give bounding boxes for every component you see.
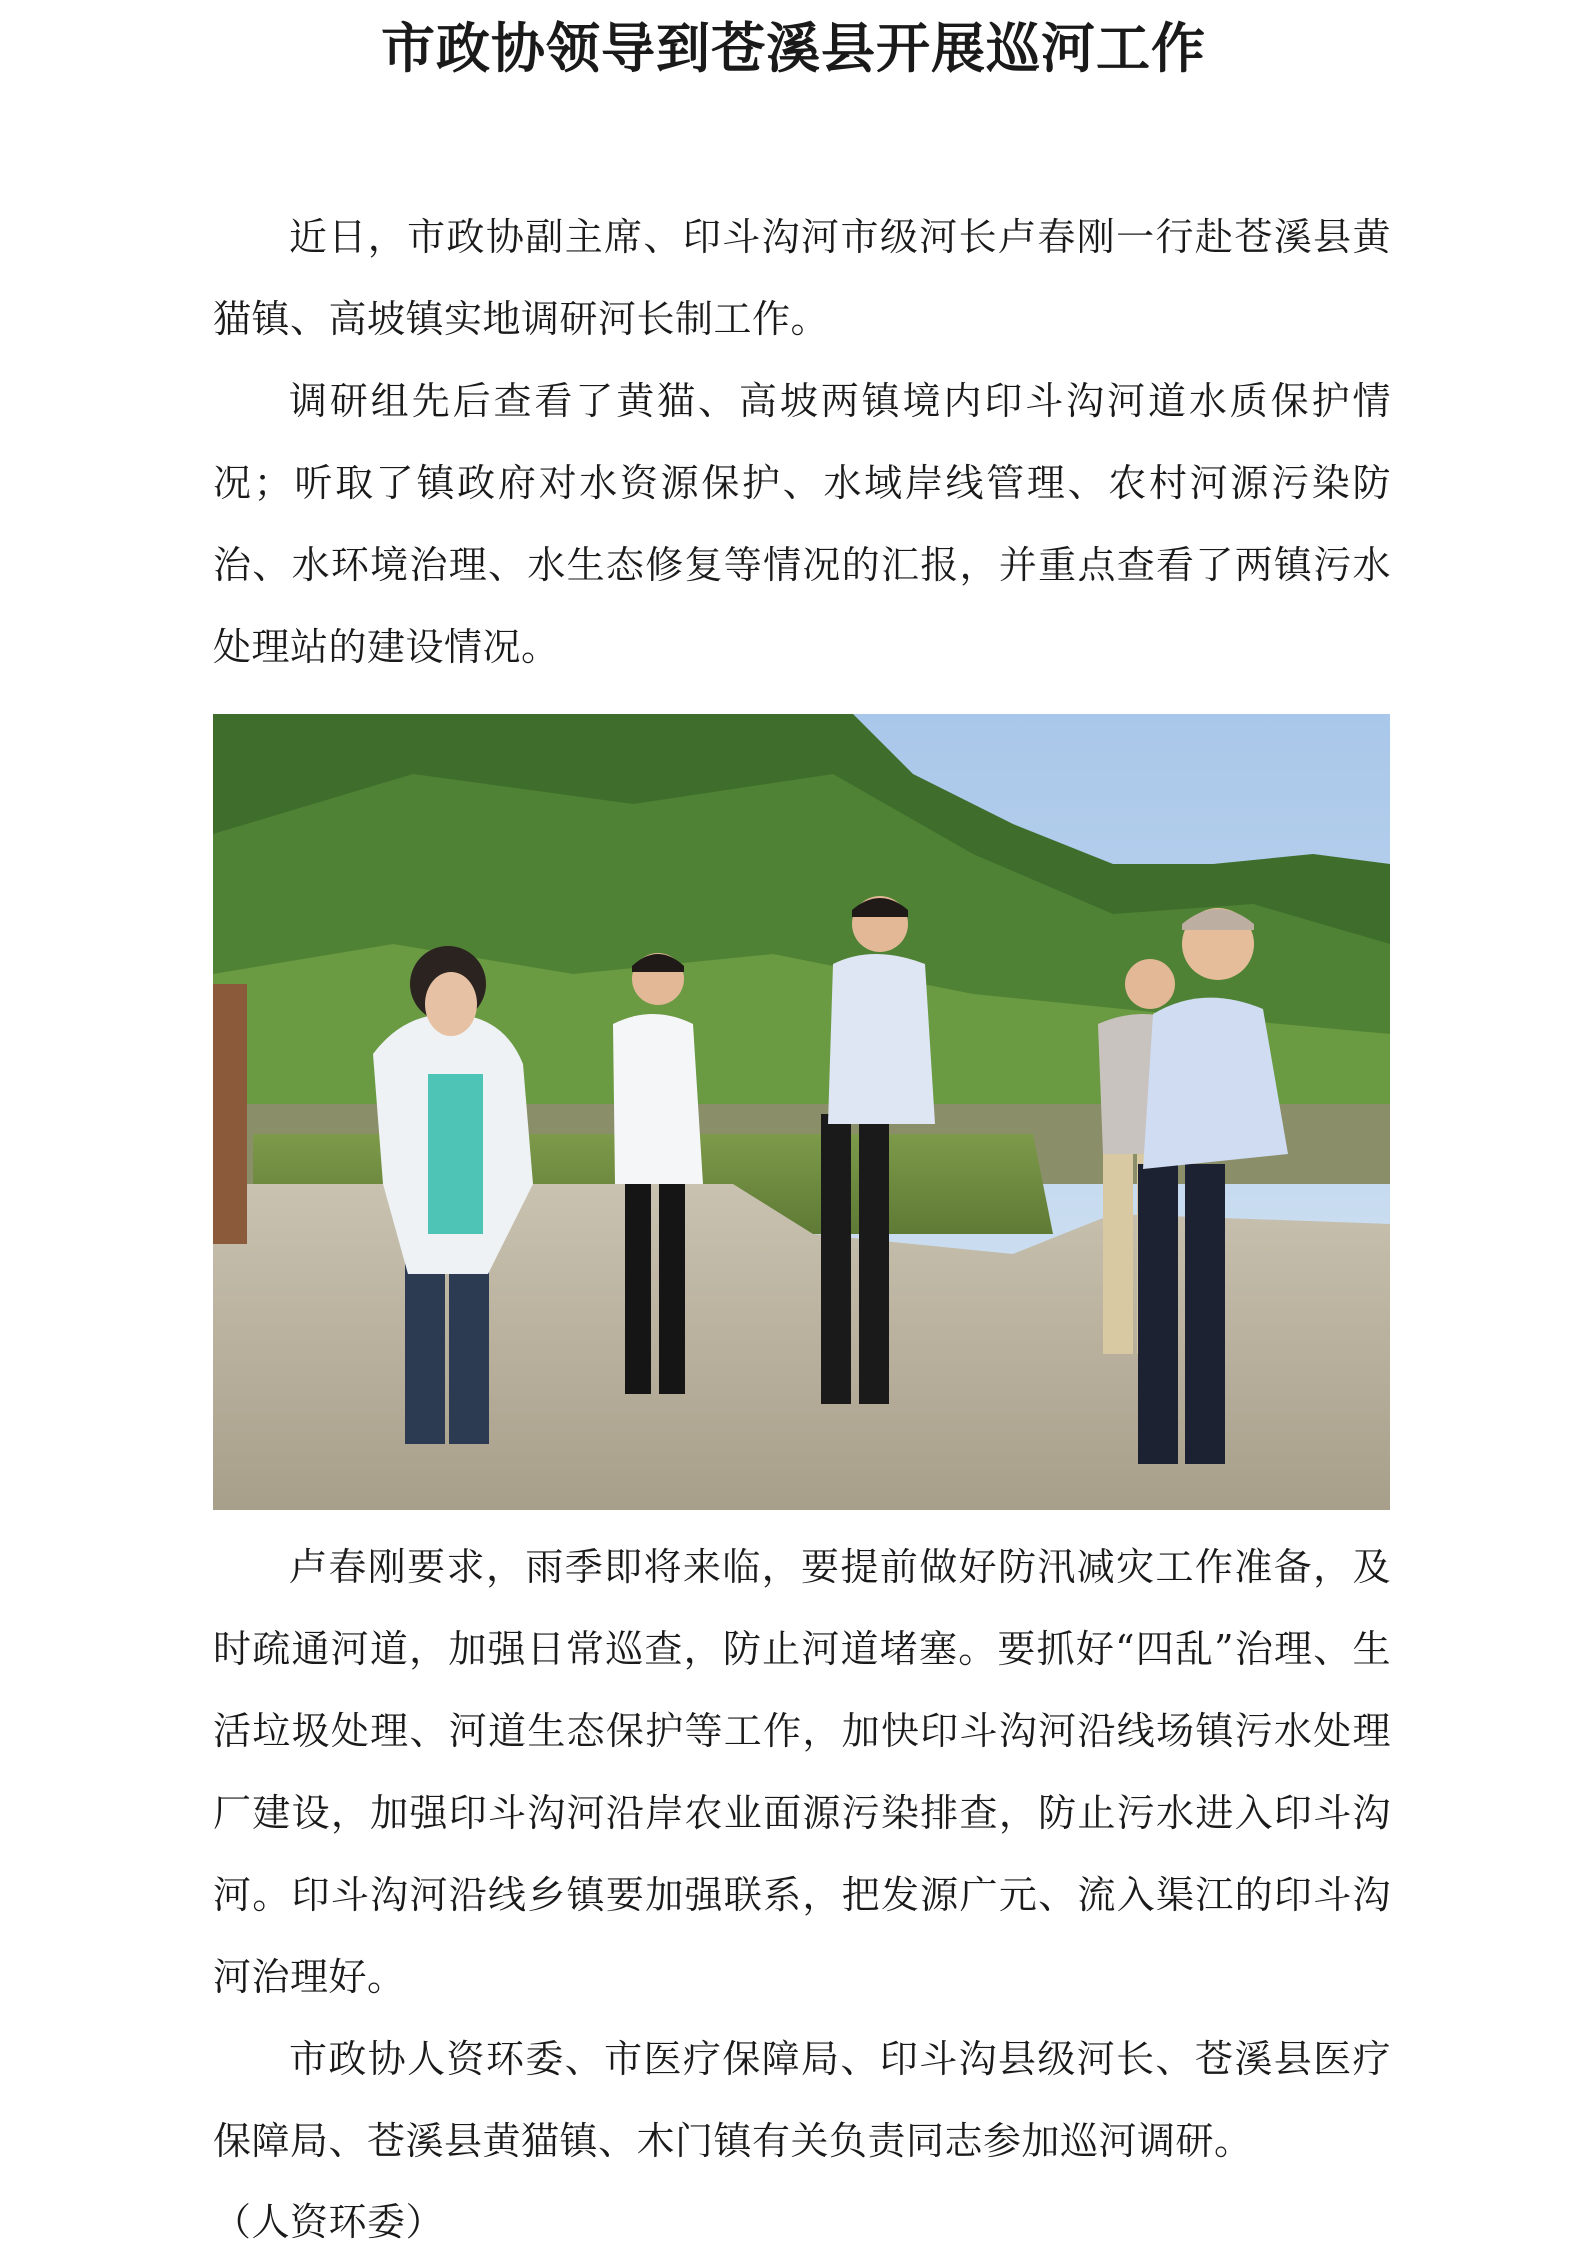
article-body-top: [213, 196, 1391, 688]
paragraph-4: 市政协人资环委、市医疗保障局、印斗沟县级河长、苍溪县医疗保障局、苍溪县黄猫镇、木门镇有关负责同志参加巡河调研。: [213, 2037, 1391, 2163]
article-title: 市政协领导到苍溪县开展巡河工作: [381, 16, 1206, 80]
source-note: （人资环委）: [213, 2200, 445, 2244]
paragraph-2: 调研组先后查看了黄猫、高坡两镇境内印斗沟河道水质保护情况；听取了镇政府对水资源保护、水域岸线管理、农村河源污染防治、水环境治理、水生态修复等情况的汇报，并重点查看了两镇污水处理站的建设情况。: [213, 379, 1391, 669]
article-body-bottom: [213, 1526, 1391, 2182]
paragraph-1: 近日，市政协副主席、印斗沟河市级河长卢春刚一行赴苍溪县黄猫镇、高坡镇实地调研河长制工作。: [213, 215, 1391, 341]
river-inspection-photo: [213, 714, 1390, 1510]
paragraph-3: 卢春刚要求，雨季即将来临，要提前做好防汛减灾工作准备，及时疏通河道，加强日常巡查，防止河道堵塞。要抓好“四乱”治理、生活垃圾处理、河道生态保护等工作，加快印斗沟河沿线场镇污水处理厂建设，加强印斗沟河沿岸农业面源污染排查，防止污水进入印斗沟河。印斗沟河沿线乡镇要加强联系，把发源广元、流入渠江的印斗沟河治理好。: [213, 1545, 1391, 1999]
article-photo: [213, 714, 1390, 1510]
